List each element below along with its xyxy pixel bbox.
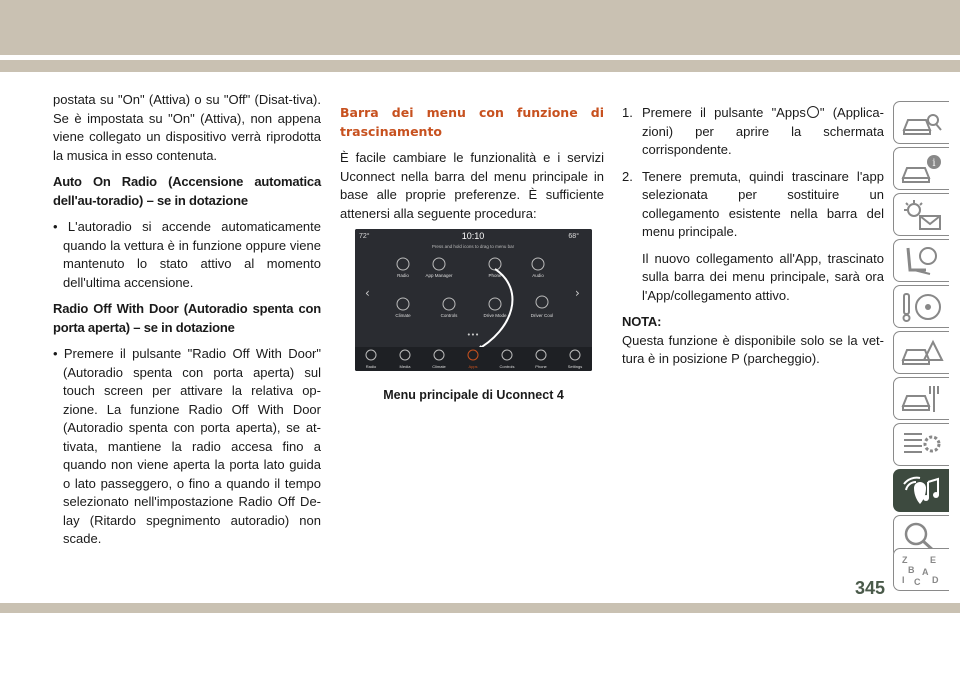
bar-label: Controls: [499, 364, 515, 369]
figure-caption: Menu principale di Uconnect 4: [383, 388, 564, 402]
alphabet-index-icon: [900, 553, 944, 587]
tab-multimedia[interactable]: [893, 469, 949, 512]
step-text: Premere il pulsante "Apps " (Applica-zioni) per aprire la schermata corrispondente.: [642, 105, 884, 157]
top-rule: [0, 60, 960, 72]
settings-list-icon: [900, 428, 944, 462]
tab-car-info[interactable]: [893, 147, 949, 190]
note-text: Questa funzione è disponibile solo se la vet-tura è in posizione P (parcheggio).: [622, 332, 884, 366]
bullet-item: • L'autoradio si accende automaticamente quando la vettura è in funzione oppure viene mantenuto lo stato attivo al momento dell'ultima accensione.: [53, 219, 321, 290]
car-warning-icon: [900, 336, 944, 370]
tab-starting-driving[interactable]: [893, 285, 949, 328]
middle-column: [340, 103, 604, 231]
subheading: Radio Off With Door (Autoradio spenta con porta aperta) – se in dotazione: [53, 301, 321, 335]
grid-label: Radio: [397, 273, 409, 278]
temp-right: 68°: [568, 233, 579, 240]
left-arrow-icon: ‹: [365, 286, 370, 300]
bar-label: Apps: [468, 364, 478, 369]
grid-label: App Manager: [425, 273, 453, 278]
right-column: [622, 104, 884, 377]
svg-text:E: E: [930, 555, 937, 565]
tab-alphabetical-index[interactable]: [893, 548, 949, 591]
step-number: 2.: [622, 168, 633, 184]
grid-label: Audio: [532, 273, 544, 278]
page-dots: •••: [466, 331, 480, 339]
grid-label: Driver Cool: [530, 313, 554, 318]
note-label: NOTA:: [622, 314, 662, 329]
tab-emergency[interactable]: [893, 331, 949, 374]
temp-left: 72°: [359, 233, 370, 240]
bar-label: Climate: [432, 364, 446, 369]
step-text: Tenere premuta, quindi trascinare l'app selezionata per sostituire un collegamento esistente nella barra del menu principale.: [642, 168, 884, 239]
tab-lights-messages[interactable]: [893, 193, 949, 236]
svg-text:B: B: [908, 565, 915, 575]
subheading: Auto On Radio (Accensione automatica dell'au-toradio) – se in dotazione: [53, 174, 321, 208]
svg-text:D: D: [932, 575, 939, 585]
top-band: [0, 0, 960, 55]
svg-text:A: A: [922, 567, 929, 577]
paragraph: postata su "On" (Attiva) o su "Off" (Disat-tiva). Se è impostata su "On" (Attiva), non appena viene collegato un dispositivo verrà riprodotta la musica in esso contenuta.: [53, 92, 321, 163]
step-2: [622, 168, 884, 242]
tab-servicing[interactable]: [893, 377, 949, 420]
step-1: [622, 104, 884, 160]
bar-label: Phone: [535, 364, 547, 369]
svg-text:C: C: [914, 577, 921, 587]
bullet-item: • Premere il pulsante "Radio Off With Door" (Autoradio spenta con porta aperta) sul touch screen per attivare la relativa op-zione. La funzione Radio Off With Door (Autoradio spenta con porta aperta), se at-tivata, mantiene la radio accesa fino a quando non viene aperta la porta lato guida o lato passeggero, o fino a quando il tempo selezionato nell'impostazione Radio Off De-lay (Ritardo spegnimento autoradio) non scade.: [53, 346, 321, 546]
steering-key-icon: [900, 290, 944, 324]
bottom-rule: [0, 603, 960, 613]
bar-label: Settings: [567, 364, 583, 369]
car-search-icon: [900, 106, 944, 140]
section-heading: Barra dei menu con funzione di trascinamento: [340, 105, 604, 139]
bar-label: Media: [399, 364, 411, 369]
svg-text:I: I: [902, 575, 905, 585]
drag-hint: Press and hold icons to drag to menu bar: [431, 244, 515, 249]
uconnect-screen-image: [355, 229, 592, 371]
grid-label: Phone: [488, 273, 502, 278]
step-note: Il nuovo collegamento all'App, trascinato sulla barra dei menu principale, sarà ora l'App/collegamento attivo.: [642, 250, 884, 303]
right-arrow-icon: ›: [575, 286, 580, 300]
step-number: 1.: [622, 105, 633, 120]
page-number: 345: [855, 578, 886, 598]
grid-label: Controls: [440, 313, 458, 318]
grid-label: Climate: [395, 313, 411, 318]
left-column: [53, 91, 321, 557]
uconnect-screen-drawing: [355, 229, 592, 371]
light-message-icon: [900, 198, 944, 232]
bar-label: Radio: [365, 364, 377, 369]
svg-text:Z: Z: [902, 555, 908, 565]
apps-icon: [807, 106, 819, 118]
clock: 10:10: [461, 231, 485, 241]
paragraph: È facile cambiare le funzionalità e i servizi Uconnect nella barra del menu principale in base alle proprie preferenze. È sufficiente attenersi alla seguente procedura:: [340, 150, 604, 221]
grid-label: Drive Mode: [483, 313, 507, 318]
tab-technical[interactable]: [893, 423, 949, 466]
seat-airbag-icon: [900, 244, 944, 278]
svg-text:i: i: [932, 158, 936, 169]
car-info-icon: [900, 152, 944, 186]
tab-car-search[interactable]: [893, 101, 949, 144]
tab-safety[interactable]: [893, 239, 949, 282]
multimedia-icon: [900, 474, 944, 508]
car-tools-icon: [900, 382, 944, 416]
